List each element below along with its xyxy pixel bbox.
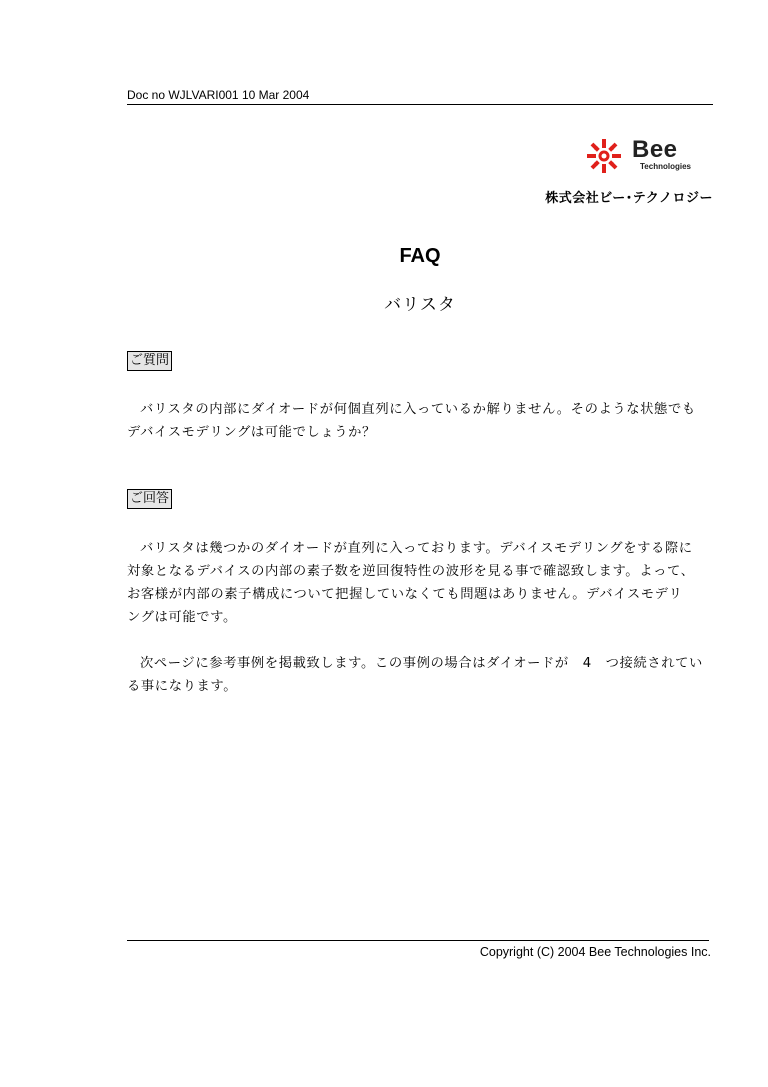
answer-paragraph-2 <box>127 652 723 698</box>
question-line: デバイスモデリングは可能でしょうか？ <box>127 425 376 440</box>
answer-line: る事になります。 <box>127 679 238 694</box>
page-title: FAQ <box>399 245 441 267</box>
footer-divider <box>127 940 709 941</box>
company-name: 株式会社ビー･テクノロジー <box>545 191 713 206</box>
page-subtitle: バリスタ <box>384 295 456 315</box>
answer-line: 対象となるデバイスの内部の素子数を逆回復特性の波形を見る事で確認致します。よって、 <box>127 564 695 579</box>
copyright-footer: Copyright (C) 2004 Bee Technologies Inc. <box>479 945 711 959</box>
logo-brand: Bee <box>632 136 678 163</box>
question-line: バリスタの内部にダイオードが何個直列に入っているか解りません。そのような状態でも <box>140 402 696 417</box>
answer-label: ご回答 <box>127 489 172 509</box>
answer-paragraph-1 <box>127 537 723 629</box>
answer-line: 次ページに参考事例を掲載致します。この事例の場合はダイオードが 4 つ接続されてい <box>140 656 703 671</box>
logo-sub: Technologies <box>640 162 691 171</box>
answer-line: ングは可能です。 <box>127 610 237 625</box>
question-text <box>127 398 723 444</box>
answer-line: バリスタは幾つかのダイオードが直列に入っております。デバイスモデリングをする際に <box>140 541 693 556</box>
logo-wordmark <box>632 138 691 171</box>
question-label: ご質問 <box>127 351 172 371</box>
doc-number-header: Doc no WJLVARI001 10 Mar 2004 <box>127 88 713 105</box>
answer-line: お客様が内部の素子構成について把握していなくても問題はありません。デバイスモデリ <box>127 587 683 602</box>
